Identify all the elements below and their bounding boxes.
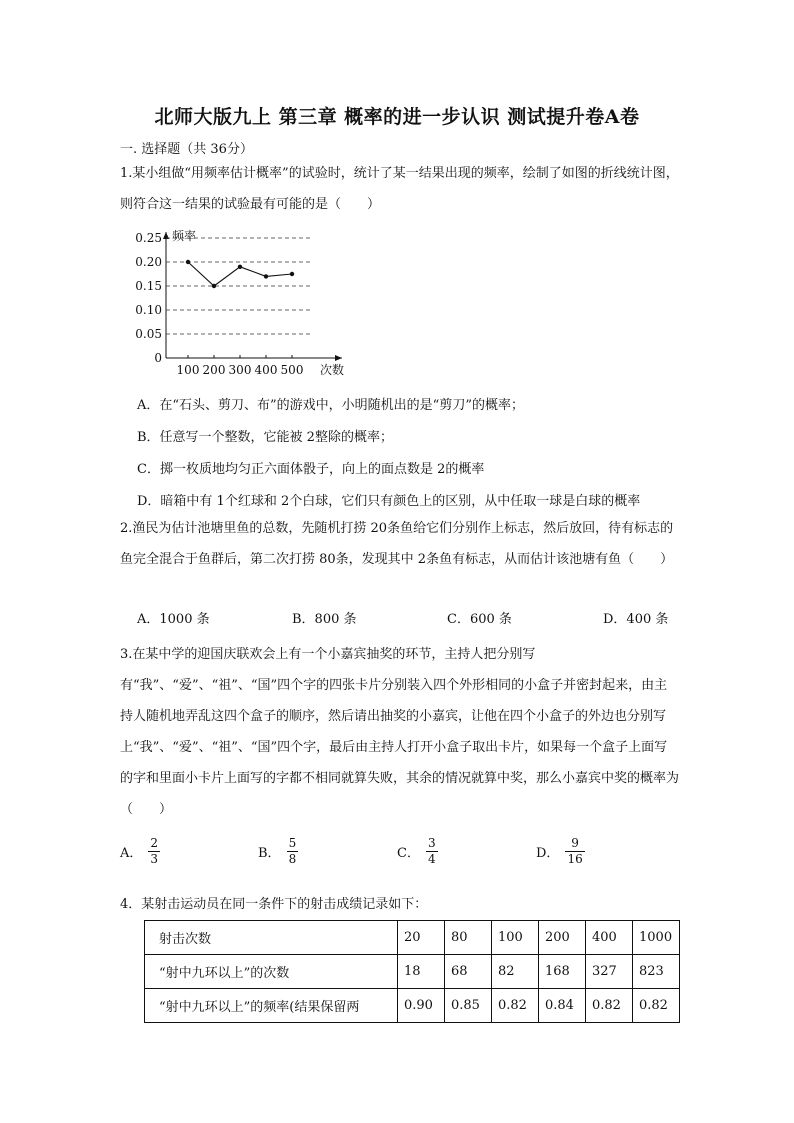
table-cell: 0.90 [398,989,445,1023]
q1-option-b: B．任意写一个整数，它能被 2整除的概率； [137,430,393,445]
table-cell: “射中九环以上”的次数 [145,955,398,989]
question-1-stem: 1.某小组做“用频率估计概率”的试验时，统计了某一结果出现的频率，绘制了如图的折线统计图，则符合这一结果的试验最有可能的是（ ） [120,166,679,212]
table-cell: 823 [633,955,680,989]
q3-option-c-label: C． [397,846,420,861]
table-cell: 0.82 [492,989,539,1023]
table-cell: 0.84 [539,989,586,1023]
q3-option-b-denominator: 8 [288,852,297,866]
data-point [186,260,190,264]
table-row [145,989,680,1023]
frequency-line-chart [130,222,360,382]
table-cell: 0.82 [633,989,680,1023]
q3-option-c-denominator: 4 [427,852,436,866]
y-tick-label: 0 [154,351,162,365]
q3-option-d [536,836,585,867]
shooting-records-table [144,920,680,1023]
y-tick-label: 0.25 [135,231,162,245]
question-4-stem: 4．某射击运动员在同一条件下的射击成绩记录如下： [120,897,428,912]
table-cell: 327 [586,955,633,989]
q3-option-b [258,836,298,867]
x-tick-label: 300 [228,363,252,377]
q3-option-d-numerator: 9 [571,836,579,850]
data-point [290,272,294,276]
question-3-stem: 3.在某中学的迎国庆联欢会上有一个小嘉宾抽奖的环节，主持人把分别写有“我”、“爱”、“祖”、“国”四个字的四张卡片分别装入四个外形相同的小盒子并密封起来，由主持人随机地弄乱这四个盒子的顺序，然后请出抽奖的小嘉宾，让他在四个小盒子的外边也分别写上“我”、“爱”、“祖”、“国”四个字，最后由主持人打开小盒子取出卡片，如果每一个盒子上面写的字和里面小卡片上面写的字都不相同就算失败，其余的情况就算中奖，那么小嘉宾中奖的概率为（ ） [120,647,680,817]
table-cell: 18 [398,955,445,989]
table-cell: 200 [539,921,586,955]
table-cell: 1000 [633,921,680,955]
table-cell: 400 [586,921,633,955]
table-cell: 82 [492,955,539,989]
q1-option-c: C．掷一枚质地均匀正六面体骰子，向上的面点数是 2的概率 [137,462,485,477]
q1-option-d: D．暗箱中有 1个红球和 2个白球，它们只有颜色上的区别，从中任取一球是白球的概率 [137,494,641,509]
question-2-stem: 2.渔民为估计池塘里鱼的总数，先随机打捞 20条鱼给它们分别作上标志，然后放回，待有标志的鱼完全混合于鱼群后，第二次打捞 80条，发现其中 2条鱼有标志，从而估计该池塘有鱼（ ） [120,521,674,567]
table-cell: 射击次数 [145,921,398,955]
table-cell: 20 [398,921,445,955]
q3-option-b-fraction [287,836,299,867]
table-cell: 0.85 [445,989,492,1023]
q3-option-c-fraction [426,836,438,867]
q2-option-a: A．1000 条 [137,612,210,627]
q1-option-a: A．在“石头、剪刀、布”的游戏中，小明随机出的是“剪刀”的概率； [137,398,524,413]
q3-option-c-numerator: 3 [427,836,436,850]
q3-option-a-denominator: 3 [150,852,159,866]
x-axis-label: 次数 [319,363,344,377]
x-axis-arrow [335,355,342,361]
table-row [145,955,680,989]
table-cell: 0.82 [586,989,633,1023]
x-tick-label: 100 [176,363,200,377]
table-cell: 100 [492,921,539,955]
q3-option-a [120,836,160,867]
x-tick-label: 400 [254,363,278,377]
table-row [145,921,680,955]
q3-option-d-denominator: 16 [567,852,583,866]
q3-option-a-label: A． [120,846,143,861]
y-tick-label: 0.10 [135,303,162,317]
q3-option-a-numerator: 2 [150,836,159,850]
q3-option-c [397,836,438,867]
y-tick-label: 0.20 [135,255,162,269]
q2-option-b: B．800 条 [292,612,357,627]
y-tick-label: 0.05 [135,327,162,341]
q3-option-b-numerator: 5 [288,836,297,850]
q2-option-c: C．600 条 [447,612,512,627]
data-point [238,265,242,269]
q2-option-d: D．400 条 [603,612,669,627]
table-cell: “射中九环以上”的频率(结果保留两 [145,989,398,1023]
y-axis-label: 频率 [172,229,197,243]
table-cell: 68 [445,955,492,989]
q3-option-a-fraction [148,836,160,867]
q3-option-d-label: D． [536,846,560,861]
x-tick-label: 500 [280,363,304,377]
page-title: 北师大版九上 第三章 概率的进一步认识 测试提升卷A卷 [154,106,640,128]
x-tick-label: 200 [202,363,226,377]
table-cell: 80 [445,921,492,955]
table-cell: 168 [539,955,586,989]
data-point [264,274,268,278]
data-point [212,284,216,288]
y-tick-label: 0.15 [135,279,162,293]
q3-option-d-fraction [565,836,584,867]
q3-option-b-label: B． [258,846,281,861]
section-heading: 一. 选择题（共 36分） [120,142,253,157]
